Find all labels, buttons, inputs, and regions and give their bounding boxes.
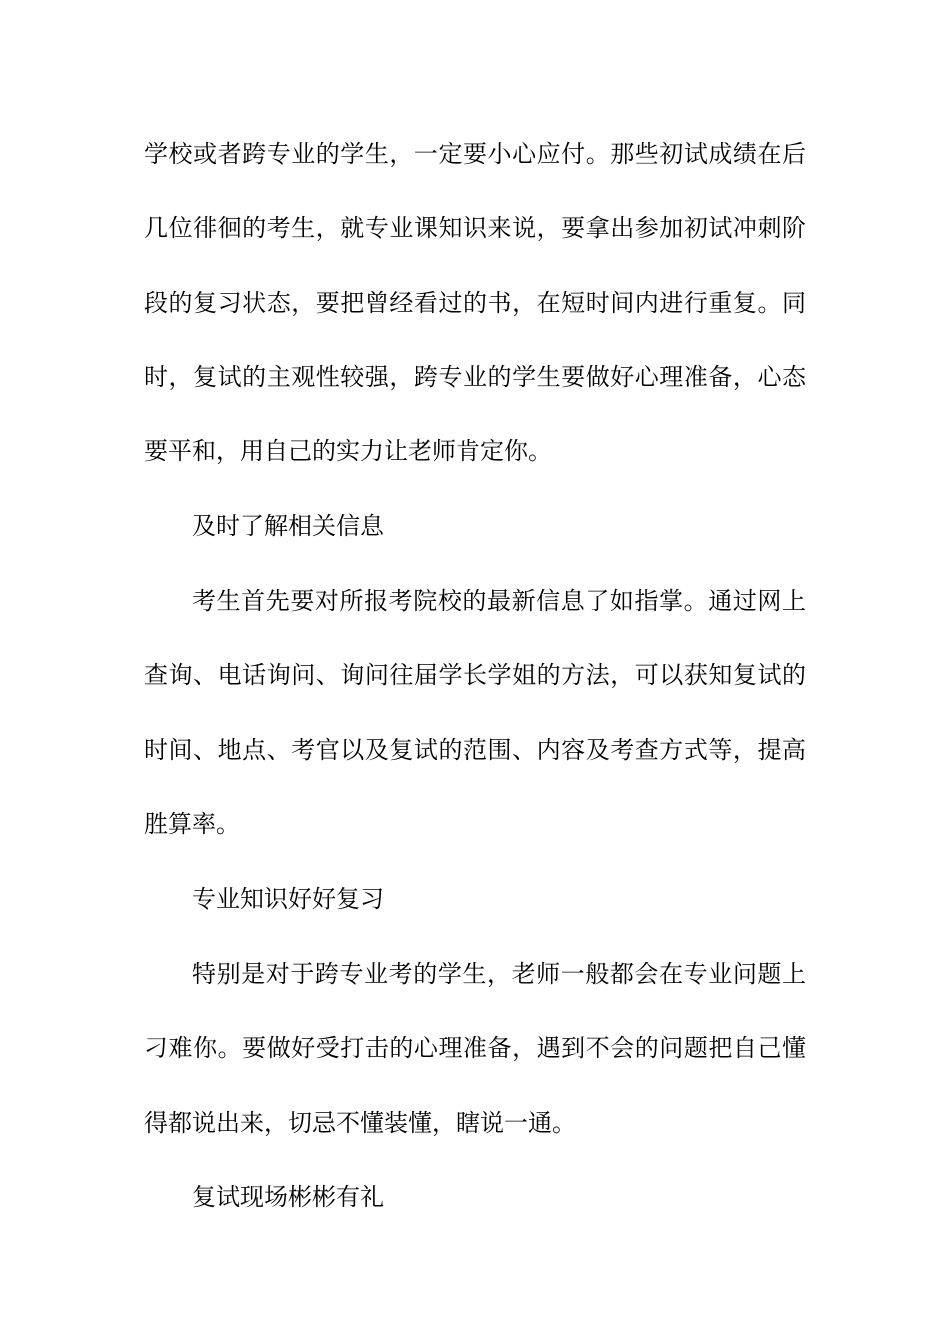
paragraph-1-line-3: 段的复习状态，要把曾经看过的书，在短时间内进行重复。同 xyxy=(144,289,806,317)
paragraph-3-line-1: 特别是对于跨专业考的学生，老师一般都会在专业问题上 xyxy=(192,960,806,988)
section-heading-2: 专业知识好好复习 xyxy=(192,885,384,913)
paragraph-2-line-1: 考生首先要对所报考院校的最新信息了如指掌。通过网上 xyxy=(192,587,806,615)
paragraph-3-line-3: 得都说出来，切忌不懂装懂，瞎说一通。 xyxy=(144,1109,576,1137)
paragraph-1-line-2: 几位徘徊的考生，就专业课知识来说，要拿出参加初试冲刺阶 xyxy=(144,214,806,242)
paragraph-1-line-1: 学校或者跨专业的学生，一定要小心应付。那些初试成绩在后 xyxy=(144,140,806,168)
paragraph-1-line-4: 时，复试的主观性较强，跨专业的学生要做好心理准备，心态 xyxy=(144,363,806,391)
paragraph-2-line-3: 时间、地点、考官以及复试的范围、内容及考查方式等，提高 xyxy=(144,736,806,764)
paragraph-2-line-2: 查询、电话询问、询问往届学长学姐的方法，可以获知复试的 xyxy=(144,661,806,689)
section-heading-1: 及时了解相关信息 xyxy=(192,512,384,540)
paragraph-3-line-2: 刁难你。要做好受打击的心理准备，遇到不会的问题把自己懂 xyxy=(144,1034,806,1062)
paragraph-1-line-5: 要平和，用自己的实力让老师肯定你。 xyxy=(144,437,552,465)
section-heading-3: 复试现场彬彬有礼 xyxy=(192,1183,384,1211)
paragraph-2-line-4: 胜算率。 xyxy=(144,810,240,838)
